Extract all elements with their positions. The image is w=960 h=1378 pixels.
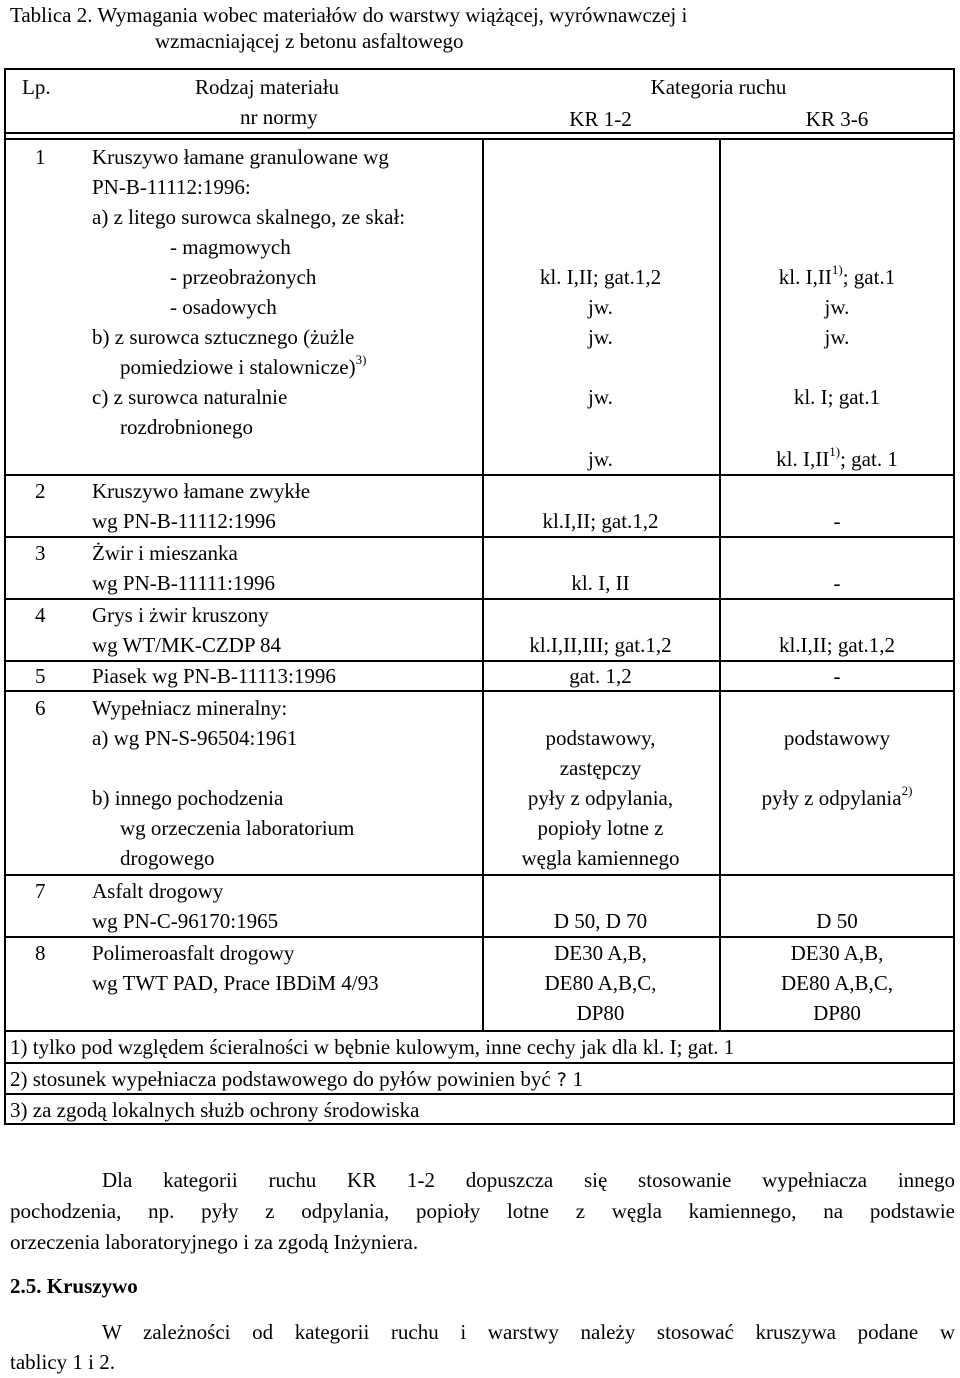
- row3-line: Żwir i mieszanka: [92, 541, 238, 565]
- row8-kr36: DE30 A,B,: [790, 941, 884, 965]
- row1-line: b) z surowca sztucznego (żużle: [92, 325, 355, 349]
- row8-kr12: DP80: [576, 1001, 625, 1025]
- row2-lp: 2: [35, 479, 46, 503]
- header-lp: Lp.: [22, 75, 51, 99]
- row6-line: drogowego: [120, 846, 215, 870]
- header-material: Rodzaj materiału: [195, 75, 340, 99]
- row2-line: wg PN-B-11112:1996: [92, 509, 276, 533]
- paragraph1-line3: orzeczenia laboratoryjnego i za zgodą Inżyniera.: [10, 1230, 419, 1254]
- row7-line: Asfalt drogowy: [92, 879, 224, 903]
- header-norm: nr normy: [240, 105, 318, 129]
- row1-kr36: jw.: [824, 325, 850, 349]
- row8-kr36: DP80: [813, 1001, 861, 1025]
- footnote-2-symbol: ?: [555, 1069, 568, 1091]
- row6-kr12: pyły z odpylania,: [527, 786, 674, 810]
- footnote-1: 1) tylko pod względem ścieralności w bębnie kulowym, inne cechy jak dla kl. I; gat. 1: [10, 1035, 735, 1059]
- row6-line: Wypełniacz mineralny:: [92, 696, 288, 720]
- row7-line: wg PN-C-96170:1965: [92, 909, 279, 933]
- row1-line: Kruszywo łamane granulowane wg: [92, 145, 389, 169]
- row5-line: Piasek wg PN-B-11113:1996: [92, 664, 336, 688]
- rule-top: [4, 68, 955, 70]
- table-caption-cont: wzmacniającej z betonu asfaltowego: [155, 29, 464, 53]
- row4-lp: 4: [35, 603, 46, 627]
- row1-line: a) z litego surowca skalnego, ze skał:: [92, 205, 406, 229]
- row4-kr36: kl.I,II; gat.1,2: [778, 633, 896, 657]
- row6-kr36: pyły z odpylania$^{2)}$: [761, 783, 913, 810]
- row1-line: - magmowych: [170, 235, 291, 259]
- row1-lp: 1: [35, 145, 46, 169]
- row8-line: wg TWT PAD, Prace IBDiM 4/93: [92, 971, 379, 995]
- row6-kr12: podstawowy,: [545, 726, 656, 750]
- row1-kr12: jw.: [588, 295, 613, 319]
- row6-line: b) innego pochodzenia: [92, 786, 284, 810]
- row1-line-b-cont: pomiedziowe i stalownicze)$^{3)}$: [120, 352, 367, 379]
- row1-kr12: jw.: [588, 325, 613, 349]
- row6-kr12: węgla kamiennego: [521, 846, 680, 870]
- row7-kr36: D 50: [816, 909, 858, 933]
- header-kr36: KR 3-6: [805, 107, 869, 131]
- row6-kr12: zastępczy: [559, 756, 642, 780]
- footnote-3: 3) za zgodą lokalnych służb ochrony środowiska: [10, 1098, 420, 1122]
- row8-kr12: DE30 A,B,: [554, 941, 647, 965]
- header-category: Kategoria ruchu: [650, 75, 787, 99]
- footnote-2: 2) stosunek wypełniacza podstawowego do pyłów powinien być ? 1: [10, 1067, 584, 1091]
- row6-kr36: podstawowy: [783, 726, 891, 750]
- row5-lp: 5: [35, 664, 46, 688]
- row2-kr36: -: [833, 509, 841, 533]
- row2-kr12: kl.I,II; gat.1,2: [542, 509, 659, 533]
- row1-kr36: kl. I,II$^{1)}$; gat. 1: [776, 444, 898, 471]
- row1-kr12: jw.: [588, 385, 613, 409]
- row8-kr36: DE80 A,B,C,: [780, 971, 893, 995]
- row1-kr36: kl. I; gat.1: [793, 385, 881, 409]
- row1-line: - przeobrażonych: [170, 265, 317, 289]
- row1-sup-b: 3): [355, 352, 367, 367]
- paragraph1-line2: pochodzenia, np. pyły z odpylania, popioły lotne z węgla kamiennego, na podstawie: [10, 1199, 955, 1223]
- row1-line: rozdrobnionego: [120, 415, 253, 439]
- row5-kr12: gat. 1,2: [569, 664, 632, 688]
- row1-line: PN-B-11112:1996:: [92, 175, 251, 199]
- row5-kr36: -: [833, 664, 841, 688]
- row6-lp: 6: [35, 696, 46, 720]
- paragraph2-line1: W zależności od kategorii ruchu i warstwy należy stosować kruszywa podane w: [102, 1320, 955, 1344]
- row1-kr12: kl. I,II; gat.1,2: [539, 265, 662, 289]
- row7-lp: 7: [35, 879, 46, 903]
- rule-left: [4, 68, 6, 1125]
- row1-kr36: kl. I,II$^{1)}$; gat.1: [778, 262, 896, 289]
- row1-line: - osadowych: [170, 295, 277, 319]
- row4-kr12: kl.I,II,III; gat.1,2: [529, 633, 672, 657]
- row8-kr12: DE80 A,B,C,: [544, 971, 657, 995]
- rule-header-double: [4, 138, 955, 140]
- paragraph2-line2: tablicy 1 i 2.: [10, 1350, 115, 1374]
- row7-kr12: D 50, D 70: [553, 909, 648, 933]
- row8-line: Polimeroasfalt drogowy: [92, 941, 295, 965]
- row3-kr12: kl. I, II: [571, 571, 630, 595]
- row6-line: a) wg PN-S-96504:1961: [92, 726, 298, 750]
- row8-lp: 8: [35, 941, 46, 965]
- section-heading: 2.5. Kruszywo: [10, 1274, 138, 1298]
- row1-kr36: jw.: [824, 295, 850, 319]
- row4-line: wg WT/MK-CZDP 84: [92, 633, 281, 657]
- table-caption: Tablica 2. Wymagania wobec materiałów do warstwy wiążącej, wyrównawczej i: [10, 3, 688, 27]
- row2-line: Kruszywo łamane zwykłe: [92, 479, 311, 503]
- row1-line: c) z surowca naturalnie: [92, 385, 288, 409]
- row3-lp: 3: [35, 541, 46, 565]
- paragraph1-line1: Dla kategorii ruchu KR 1-2 dopuszcza się stosowanie wypełniacza innego: [102, 1168, 955, 1192]
- row1-kr12: jw.: [588, 447, 613, 471]
- row3-line: wg PN-B-11111:1996: [92, 571, 275, 595]
- row6-line: wg orzeczenia laboratorium: [120, 816, 355, 840]
- header-kr12: KR 1-2: [569, 107, 632, 131]
- row6-kr12: popioły lotne z: [537, 816, 664, 840]
- row4-line: Grys i żwir kruszony: [92, 603, 269, 627]
- row3-kr36: -: [833, 571, 841, 595]
